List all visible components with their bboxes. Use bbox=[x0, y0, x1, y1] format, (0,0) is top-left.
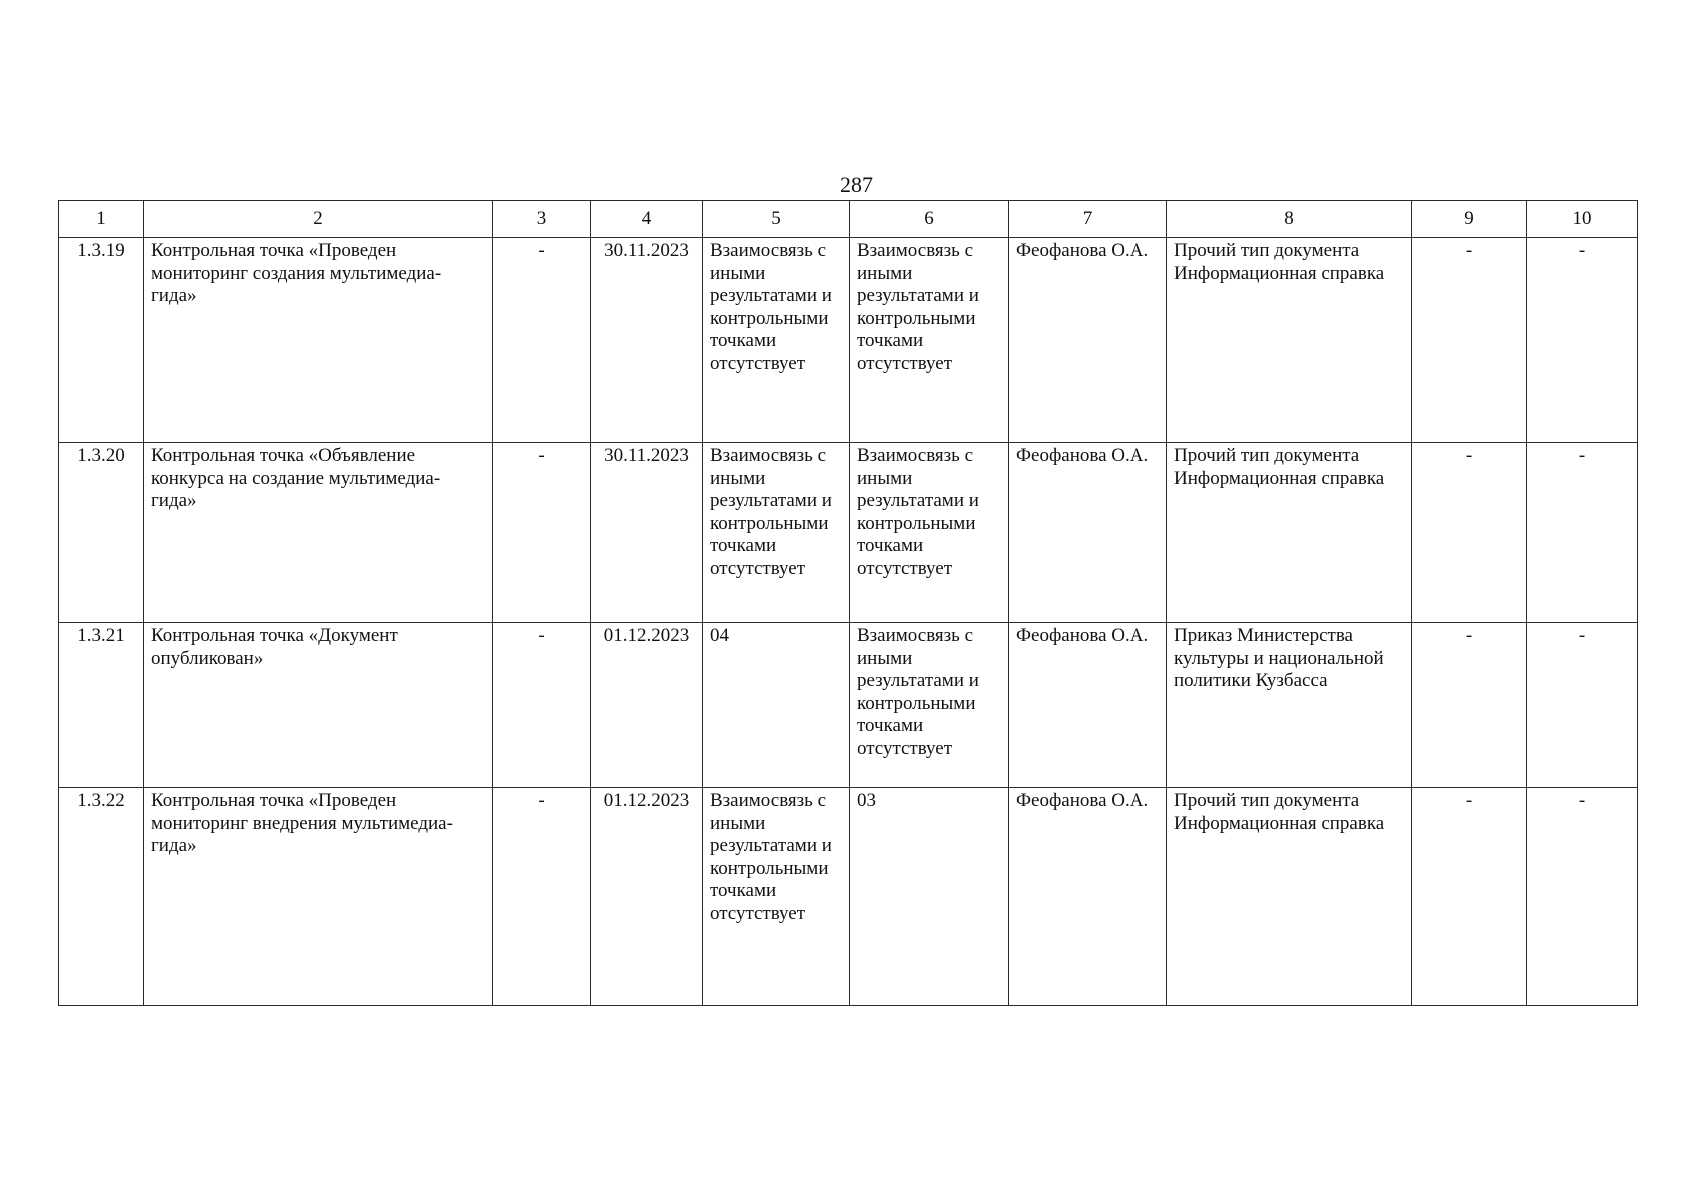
row-number: 1.3.20 bbox=[59, 443, 144, 623]
cell-col9: - bbox=[1412, 238, 1527, 443]
document-type: Прочий тип документа Информационная справка bbox=[1167, 238, 1412, 443]
document-type: Приказ Министерства культуры и национальной политики Кузбасса bbox=[1167, 623, 1412, 788]
cell-col10: - bbox=[1527, 623, 1638, 788]
document-type: Прочий тип документа Информационная справка bbox=[1167, 788, 1412, 1006]
cell-col10: - bbox=[1527, 788, 1638, 1006]
column-header-10: 10 bbox=[1527, 201, 1638, 238]
cell-col3: - bbox=[493, 788, 591, 1006]
table-row bbox=[59, 623, 1638, 788]
control-points-table bbox=[58, 200, 1638, 1006]
row-number: 1.3.22 bbox=[59, 788, 144, 1006]
cell-col3: - bbox=[493, 623, 591, 788]
cell-col10: - bbox=[1527, 238, 1638, 443]
table-row bbox=[59, 443, 1638, 623]
cell-col5: Взаимосвязь с иными результатами и контрольными точками отсутствует bbox=[703, 238, 850, 443]
cell-col6: Взаимосвязь с иными результатами и контрольными точками отсутствует bbox=[850, 623, 1009, 788]
deadline-date: 01.12.2023 bbox=[591, 623, 703, 788]
deadline-date: 30.11.2023 bbox=[591, 238, 703, 443]
table-row bbox=[59, 238, 1638, 443]
cell-col5: 04 bbox=[703, 623, 850, 788]
cell-col5: Взаимосвязь с иными результатами и контрольными точками отсутствует bbox=[703, 443, 850, 623]
column-header-7: 7 bbox=[1009, 201, 1167, 238]
cell-col6: Взаимосвязь с иными результатами и контрольными точками отсутствует bbox=[850, 443, 1009, 623]
cell-col9: - bbox=[1412, 623, 1527, 788]
column-header-2: 2 bbox=[144, 201, 493, 238]
control-point-name: Контрольная точка «Проведен мониторинг внедрения мультимедиа-гида» bbox=[144, 788, 493, 1006]
deadline-date: 01.12.2023 bbox=[591, 788, 703, 1006]
deadline-date: 30.11.2023 bbox=[591, 443, 703, 623]
column-header-1: 1 bbox=[59, 201, 144, 238]
column-header-8: 8 bbox=[1167, 201, 1412, 238]
control-point-name: Контрольная точка «Проведен мониторинг создания мультимедиа-гида» bbox=[144, 238, 493, 443]
responsible-person: Феофанова О.А. bbox=[1009, 623, 1167, 788]
table-row bbox=[59, 788, 1638, 1006]
page-number: 287 bbox=[840, 172, 873, 197]
column-header-3: 3 bbox=[493, 201, 591, 238]
control-point-name: Контрольная точка «Документ опубликован» bbox=[144, 623, 493, 788]
column-header-5: 5 bbox=[703, 201, 850, 238]
control-point-name: Контрольная точка «Объявление конкурса на создание мультимедиа-гида» bbox=[144, 443, 493, 623]
cell-col9: - bbox=[1412, 788, 1527, 1006]
row-number: 1.3.21 bbox=[59, 623, 144, 788]
cell-col10: - bbox=[1527, 443, 1638, 623]
column-header-4: 4 bbox=[591, 201, 703, 238]
cell-col3: - bbox=[493, 443, 591, 623]
cell-col3: - bbox=[493, 238, 591, 443]
column-header-6: 6 bbox=[850, 201, 1009, 238]
responsible-person: Феофанова О.А. bbox=[1009, 788, 1167, 1006]
cell-col5: Взаимосвязь с иными результатами и контрольными точками отсутствует bbox=[703, 788, 850, 1006]
cell-col9: - bbox=[1412, 443, 1527, 623]
document-type: Прочий тип документа Информационная справка bbox=[1167, 443, 1412, 623]
cell-col6: 03 bbox=[850, 788, 1009, 1006]
responsible-person: Феофанова О.А. bbox=[1009, 238, 1167, 443]
responsible-person: Феофанова О.А. bbox=[1009, 443, 1167, 623]
cell-col6: Взаимосвязь с иными результатами и контрольными точками отсутствует bbox=[850, 238, 1009, 443]
row-number: 1.3.19 bbox=[59, 238, 144, 443]
header-row bbox=[59, 201, 1638, 238]
column-header-9: 9 bbox=[1412, 201, 1527, 238]
